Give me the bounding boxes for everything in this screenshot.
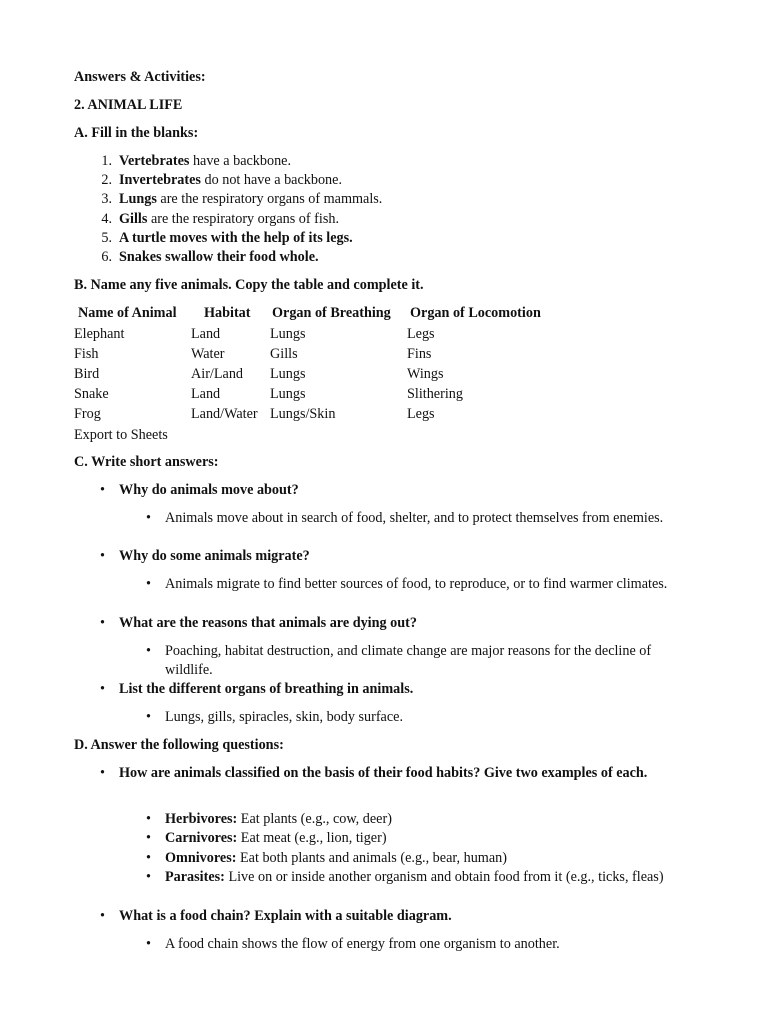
table-row [74,365,567,385]
list-number: 4. [101,211,112,227]
list-number: 6. [101,249,112,265]
answer-text: Poaching, habitat destruction, and climate change are major reasons for the decline of wildlife. [165,643,652,679]
answer-text: are the respiratory organs of fish. [147,211,339,227]
table-row [74,325,567,345]
answer-bold: A turtle moves with the help of its legs. [119,230,353,246]
column-header: Habitat [204,305,251,321]
question-text: How are animals classified on the basis of their food habits? Give two examples of each. [119,765,648,781]
answer-text: have a backbone. [189,153,292,169]
table-cell: Land/Water [191,406,258,422]
bullet: • [146,510,151,526]
answer-bold: Snakes swallow their food whole. [119,249,319,265]
page-heading: Answers & Activities: [74,69,206,85]
term-text: Eat meat (e.g., lion, tiger) [237,830,387,846]
table-row [74,405,567,425]
table-cell: Legs [407,326,435,342]
list-number: 1. [101,153,112,169]
table-cell: Air/Land [191,366,244,382]
bullet: • [146,869,151,885]
table-cell: Fish [74,346,99,362]
answer-text: A food chain shows the flow of energy from one organism to another. [165,936,560,952]
term-bold: Herbivores: [165,811,238,827]
question-text: What is a food chain? Explain with a suitable diagram. [119,908,452,924]
bullet: • [100,482,105,498]
bullet: • [146,850,151,866]
table-header-row [74,304,567,325]
bullet: • [100,908,105,924]
section-b-title: B. Name any five animals. Copy the table and complete it. [74,277,424,293]
column-header: Organ of Locomotion [410,305,541,321]
column-header: Organ of Breathing [272,305,391,321]
answer-text: Animals move about in search of food, shelter, and to protect themselves from enemies. [165,510,664,526]
bullet: • [146,576,151,592]
answer-bold: Lungs [119,191,157,207]
table-cell: Slithering [407,386,463,402]
term-text: Eat both plants and animals (e.g., bear, human) [236,850,507,866]
question-text: Why do animals move about? [119,482,299,498]
table-cell: Lungs [270,386,306,402]
list-item [165,829,387,848]
table-cell: Lungs [270,366,306,382]
bullet: • [100,765,105,781]
table-cell: Land [191,326,221,342]
term-bold: Carnivores: [165,830,238,846]
table-cell: Legs [407,406,435,422]
animals-table [74,304,567,425]
table-cell: Water [191,346,225,362]
table-cell: Gills [270,346,298,362]
bullet: • [146,643,151,659]
list-item [165,868,695,887]
bullet: • [146,709,151,725]
section-d-title: D. Answer the following questions: [74,737,284,753]
table-cell: Snake [74,386,109,402]
term-text: Live on or inside another organism and obtain food from it (e.g., ticks, fleas) [224,869,664,885]
bullet: • [146,811,151,827]
answer-bold: Gills [119,211,148,227]
answer-text: Animals migrate to find better sources of food, to reproduce, or to find warmer climates. [165,576,668,592]
answer-bold: Vertebrates [119,153,190,169]
question-text: What are the reasons that animals are dying out? [119,615,417,631]
list-item [165,810,392,829]
bullet: • [100,681,105,697]
table-cell: Lungs [270,326,306,342]
export-to-sheets-link[interactable]: Export to Sheets [74,427,168,443]
answer-bold: Invertebrates [119,172,201,188]
bullet: • [100,548,105,564]
answer-text: Lungs, gills, spiracles, skin, body surface. [165,709,403,725]
question-text: Why do some animals migrate? [119,548,310,564]
section-a-title: A. Fill in the blanks: [74,125,199,141]
term-bold: Omnivores: [165,850,237,866]
term-text: Eat plants (e.g., cow, deer) [237,811,392,827]
list-number: 3. [101,191,112,207]
table-cell: Fins [407,346,432,362]
table-cell: Frog [74,406,101,422]
table-cell: Lungs/Skin [270,406,336,422]
answer-text: are the respiratory organs of mammals. [156,191,383,207]
bullet: • [146,830,151,846]
list-number: 2. [101,172,112,188]
chapter-title: 2. ANIMAL LIFE [74,97,183,113]
bullet: • [146,936,151,952]
table-cell: Bird [74,366,100,382]
list-number: 5. [101,230,112,246]
table-row [74,385,567,405]
table-cell: Wings [407,366,444,382]
section-c-title: C. Write short answers: [74,454,219,470]
column-header: Name of Animal [78,305,177,321]
question-text: List the different organs of breathing in animals. [119,681,414,697]
table-cell: Elephant [74,326,125,342]
table-row [74,345,567,365]
answer-text: do not have a backbone. [200,172,342,188]
bullet: • [100,615,105,631]
table-cell: Land [191,386,221,402]
list-item [165,849,507,868]
term-bold: Parasites: [165,869,225,885]
